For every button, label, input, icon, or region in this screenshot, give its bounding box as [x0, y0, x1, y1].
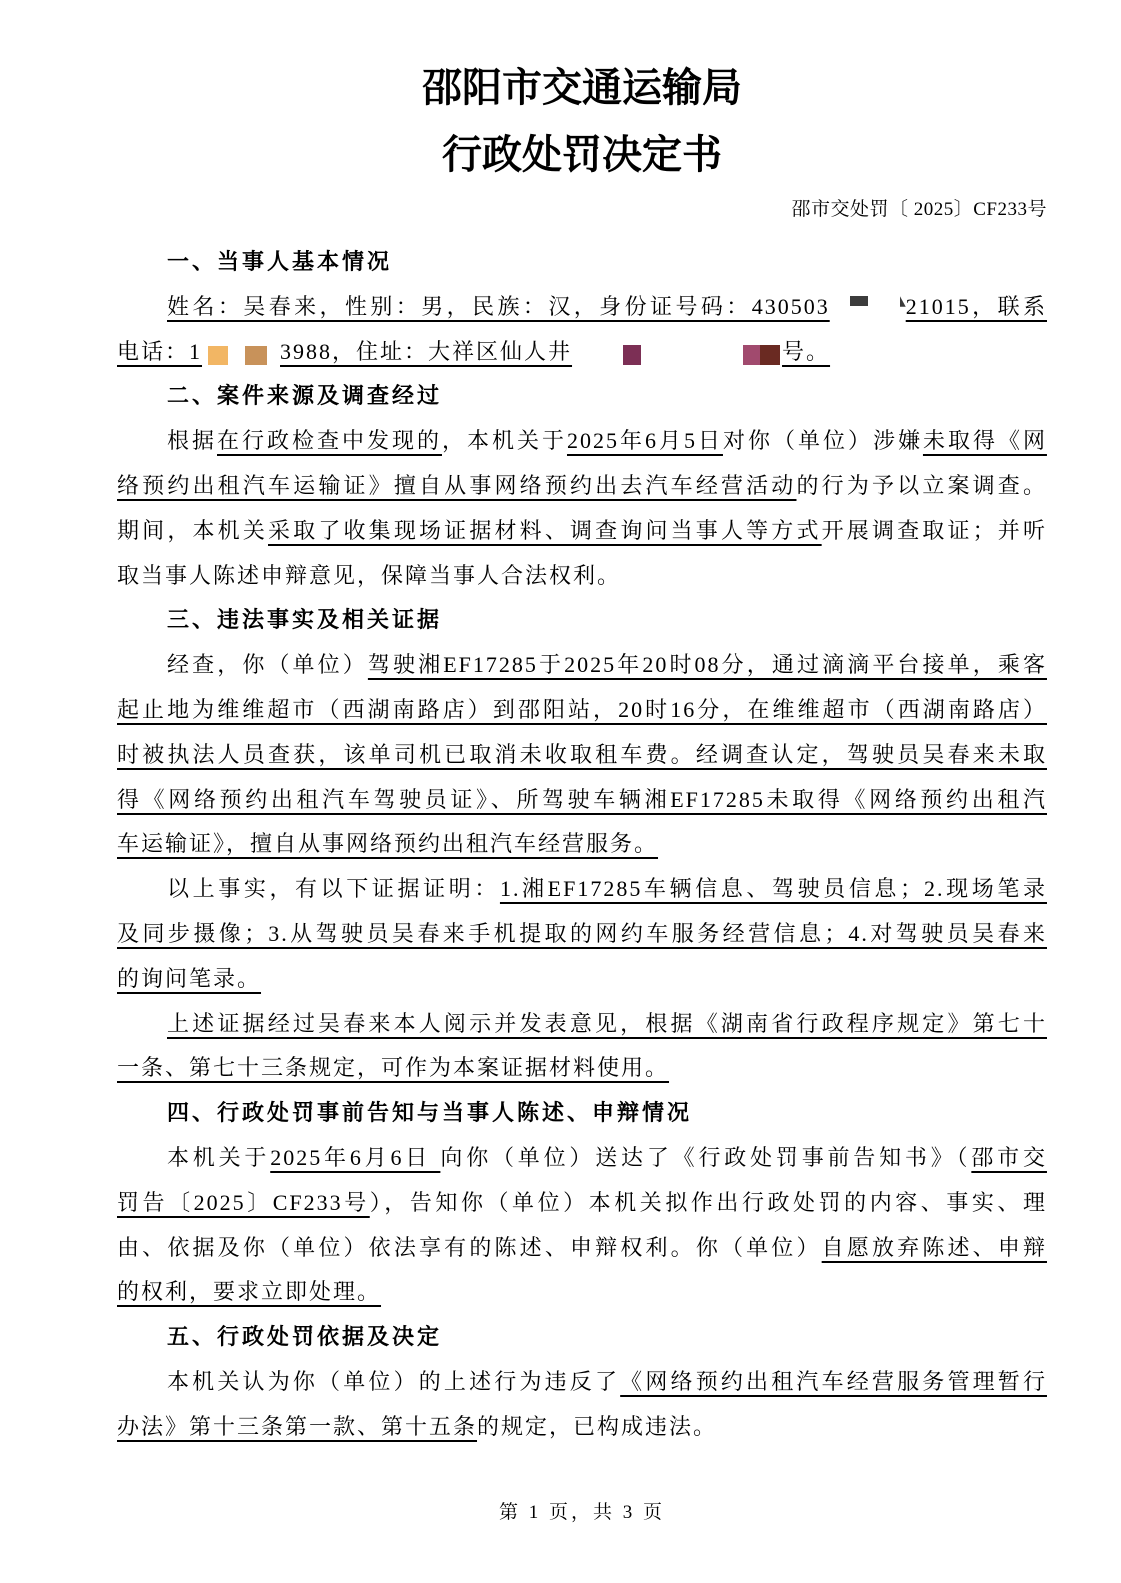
paragraph	[117, 419, 1047, 598]
underlined-text: 电话：1	[117, 338, 203, 364]
redaction-block	[202, 343, 280, 363]
text-line	[117, 778, 1047, 823]
text-segment: 的规定，已构成违法。	[477, 1413, 718, 1439]
text-segment: 的行为予以立案调查。	[796, 472, 1047, 498]
text-line	[117, 1226, 1047, 1271]
redaction-mark	[850, 296, 868, 306]
text-segment: 开展调查取证；并听	[821, 517, 1047, 543]
underlined-text: 在行政检查中发现的	[217, 428, 442, 454]
document-type-title: 行政处罚决定书	[442, 132, 722, 177]
redaction-mark	[245, 346, 267, 365]
underlined-text: 得《网络预约出租汽车驾驶员证》、所驾驶车辆湘EF17285未取得《网络预约出租汽	[117, 786, 1047, 812]
text-line	[117, 867, 1047, 912]
underlined-text: 2025年6月5日	[566, 428, 723, 454]
underlined-text: 的询问笔录。	[117, 965, 262, 991]
underlined-text: 自愿放弃陈述、申辩	[821, 1234, 1047, 1260]
underlined-text: 驾驶湘EF17285于2025年20时08分，通过滴滴平台接单，乘客	[367, 652, 1047, 678]
text-segment: 期间，本机关	[117, 517, 268, 543]
underlined-text: 1.湘EF17285车辆信息、驾驶员信息；2.现场笔录	[499, 876, 1047, 902]
underlined-text: 及同步摄像；3.从驾驶员吴春来手机提取的网约车服务经营信息；4.对驾驶员吴春来	[117, 920, 1047, 946]
text-line	[117, 554, 1047, 599]
section-heading: 二、案件来源及调查经过	[167, 383, 443, 409]
issuing-authority-title: 邵阳市交通运输局	[422, 65, 742, 110]
text-segment: 本机关于	[167, 1144, 271, 1170]
text-line	[117, 733, 1047, 778]
text-segment: 经查，你（单位）	[167, 652, 368, 678]
paragraph	[117, 285, 1047, 375]
text-segment: 向你（单位）送达了《行政处罚事前告知书》（	[440, 1144, 972, 1170]
underlined-text: 上述证据经过吴春来本人阅示并发表意见，根据《湖南省行政程序规定》第七十	[167, 1010, 1047, 1036]
paragraph	[117, 867, 1047, 1001]
paragraph	[117, 1360, 1047, 1450]
text-line	[117, 1181, 1047, 1226]
redaction-block	[830, 298, 906, 318]
underlined-text: 3988，住址：大祥区仙人井	[280, 338, 573, 364]
text-line	[117, 330, 1047, 375]
text-line	[117, 464, 1047, 509]
underlined-text: 21015，联系	[905, 293, 1047, 319]
text-line	[117, 419, 1047, 464]
redaction-mark	[900, 296, 906, 307]
text-line	[117, 643, 1047, 688]
text-line	[117, 509, 1047, 554]
redaction-mark	[208, 346, 228, 365]
underlined-text: 号。	[782, 338, 831, 364]
text-line	[117, 1270, 1047, 1315]
section-heading: 五、行政处罚依据及决定	[167, 1324, 443, 1350]
underlined-text: 车运输证》，擅自从事网络预约出租汽车经营服务。	[117, 831, 659, 857]
text-line	[117, 822, 1047, 867]
underlined-text: 时被执法人员查获，该单司机已取消未收取租车费。经调查认定，驾驶员吴春来未取	[117, 741, 1047, 767]
text-segment: 以上事实，有以下证据证明：	[167, 876, 500, 902]
text-segment: 本机关认为你（单位）的上述行为违反了	[167, 1368, 621, 1394]
text-segment: ），告知你（单位）本机关拟作出行政处罚的内容、事实、理	[369, 1189, 1047, 1215]
underlined-text: 络预约出租汽车运输证》擅自从事网络预约出去汽车经营活动	[117, 472, 797, 498]
underlined-text: 采取了收集现场证据材料、调查询问当事人等方式	[268, 517, 822, 543]
document-header	[117, 54, 1047, 188]
text-line	[117, 1136, 1047, 1181]
document-body	[117, 240, 1047, 1450]
underlined-text: 一条、第七十三条规定，可作为本案证据材料使用。	[117, 1055, 670, 1081]
redaction-mark	[760, 345, 780, 365]
text-segment: ，本机关于	[441, 428, 567, 454]
text-line	[117, 912, 1047, 957]
underlined-text: 《网络预约出租汽车经营服务管理暂行	[620, 1368, 1047, 1394]
redaction-mark	[743, 345, 761, 365]
underlined-text: 的权利，要求立即处理。	[117, 1279, 382, 1305]
section-heading: 一、当事人基本情况	[167, 249, 393, 274]
redaction-block	[572, 343, 782, 363]
section-heading: 四、行政处罚事前告知与当事人陈述、申辩情况	[167, 1100, 693, 1126]
text-line	[117, 1002, 1047, 1047]
paragraph	[117, 643, 1047, 867]
text-line	[117, 1360, 1047, 1405]
underlined-text: 姓名：吴春来，性别：男，民族：汉，身份证号码：430503	[167, 293, 830, 319]
text-segment: 对你（单位）涉嫌	[722, 428, 923, 454]
page-footer: 第 1 页，共 3 页	[498, 1502, 665, 1523]
underlined-text: 2025年6月6日	[270, 1144, 441, 1170]
underlined-text: 邵市交	[971, 1144, 1047, 1170]
text-line	[117, 285, 1047, 330]
text-line	[117, 688, 1047, 733]
redaction-mark	[623, 345, 641, 365]
text-line	[117, 957, 1047, 1002]
text-segment: 根据	[167, 428, 217, 454]
document-number: 邵市交处罚〔 2025〕CF233号	[791, 199, 1047, 220]
text-segment: 取当事人陈述申辩意见，保障当事人合法权利。	[117, 562, 622, 588]
text-segment: 由、依据及你（单位）依法享有的陈述、申辩权利。你（单位）	[117, 1234, 822, 1260]
underlined-text: 罚告〔2025〕CF233号	[117, 1189, 370, 1215]
paragraph	[117, 1136, 1047, 1315]
section-heading: 三、违法事实及相关证据	[167, 607, 443, 633]
text-line	[117, 1046, 1047, 1091]
text-line	[117, 1405, 1047, 1450]
underlined-text: 办法》第十三条第一款、第十五条	[117, 1413, 478, 1439]
underlined-text: 未取得《网	[922, 428, 1047, 454]
underlined-text: 起止地为维维超市（西湖南路店）到邵阳站，20时16分，在维维超市（西湖南路店）	[117, 696, 1047, 722]
paragraph	[117, 1002, 1047, 1092]
